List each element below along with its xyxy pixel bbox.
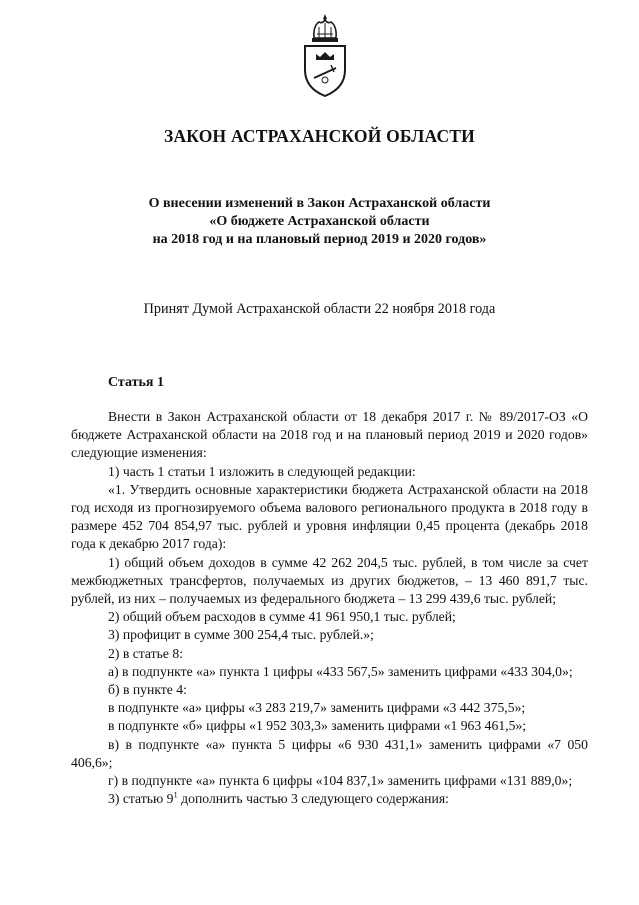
document-body	[71, 408, 588, 808]
paragraph: 2) общий объем расходов в сумме 41 961 950,1 тыс. рублей;	[108, 609, 456, 625]
subtitle-line: «О бюджете Астраханской области	[209, 214, 430, 229]
adoption-statement: Принят Думой Астраханской области 22 ноября 2018 года	[143, 301, 496, 317]
paragraph: 1) часть 1 статьи 1 изложить в следующей редакции:	[108, 463, 416, 479]
subtitle-line: на 2018 год и на плановый период 2019 и 2020 годов»	[152, 232, 487, 247]
paragraph: а) в подпункте «а» пункта 1 цифры «433 567,5» заменить цифрами «433 304,0»;	[108, 663, 573, 679]
law-subtitle	[0, 195, 639, 249]
paragraph-text: 3) статью 9	[108, 791, 174, 807]
paragraph: в подпункте «б» цифры «1 952 303,3» заменить цифрами «1 963 461,5»;	[108, 718, 527, 734]
superscript: 1	[173, 789, 178, 800]
paragraph-text: дополнить частью 3 следующего содержания:	[177, 791, 449, 807]
coat-of-arms-emblem	[299, 12, 351, 98]
paragraph: Внести в Закон Астраханской области от 18 декабря 2017 г. № 89/2017-ОЗ «О бюджете Астраханской области на 2018 год и на плановый период 2019 и 2020 годов» следующие изменения:	[71, 409, 588, 461]
paragraph: 3) профицит в сумме 300 254,4 тыс. рублей.»;	[108, 627, 374, 643]
paragraph-last	[71, 790, 588, 808]
law-title: ЗАКОН АСТРАХАНСКОЙ ОБЛАСТИ	[164, 126, 475, 146]
article-heading: Статья 1	[108, 375, 164, 390]
paragraph: в подпункте «а» цифры «3 283 219,7» заменить цифрами «3 442 375,5»;	[108, 700, 526, 716]
paragraph: «1. Утвердить основные характеристики бюджета Астраханской области на 2018 год исходя из прогнозируемого объема валового регионального продукта в 2018 году в размере 452 704 854,97 тыс. рублей и уровня инфляции 0,45 процента (декабрь 2018 года к декабрю 2017 года):	[71, 481, 588, 552]
paragraph: г) в подпункте «а» пункта 6 цифры «104 837,1» заменить цифрами «131 889,0»;	[108, 773, 573, 789]
paragraph: б) в пункте 4:	[108, 682, 187, 698]
paragraph: 2) в статье 8:	[108, 645, 184, 661]
paragraph: 1) общий объем доходов в сумме 42 262 204,5 тыс. рублей, в том числе за счет межбюджетных трансфертов, получаемых из других бюджетов, – 13 460 891,7 тыс. рублей, из них – получаемых из федерального бюджета – 13 299 439,6 тыс. рублей;	[71, 554, 588, 607]
subtitle-line: О внесении изменений в Закон Астраханской области	[148, 196, 491, 211]
paragraph: в) в подпункте «а» пункта 5 цифры «6 930 431,1» заменить цифрами «7 050 406,6»;	[71, 736, 588, 770]
